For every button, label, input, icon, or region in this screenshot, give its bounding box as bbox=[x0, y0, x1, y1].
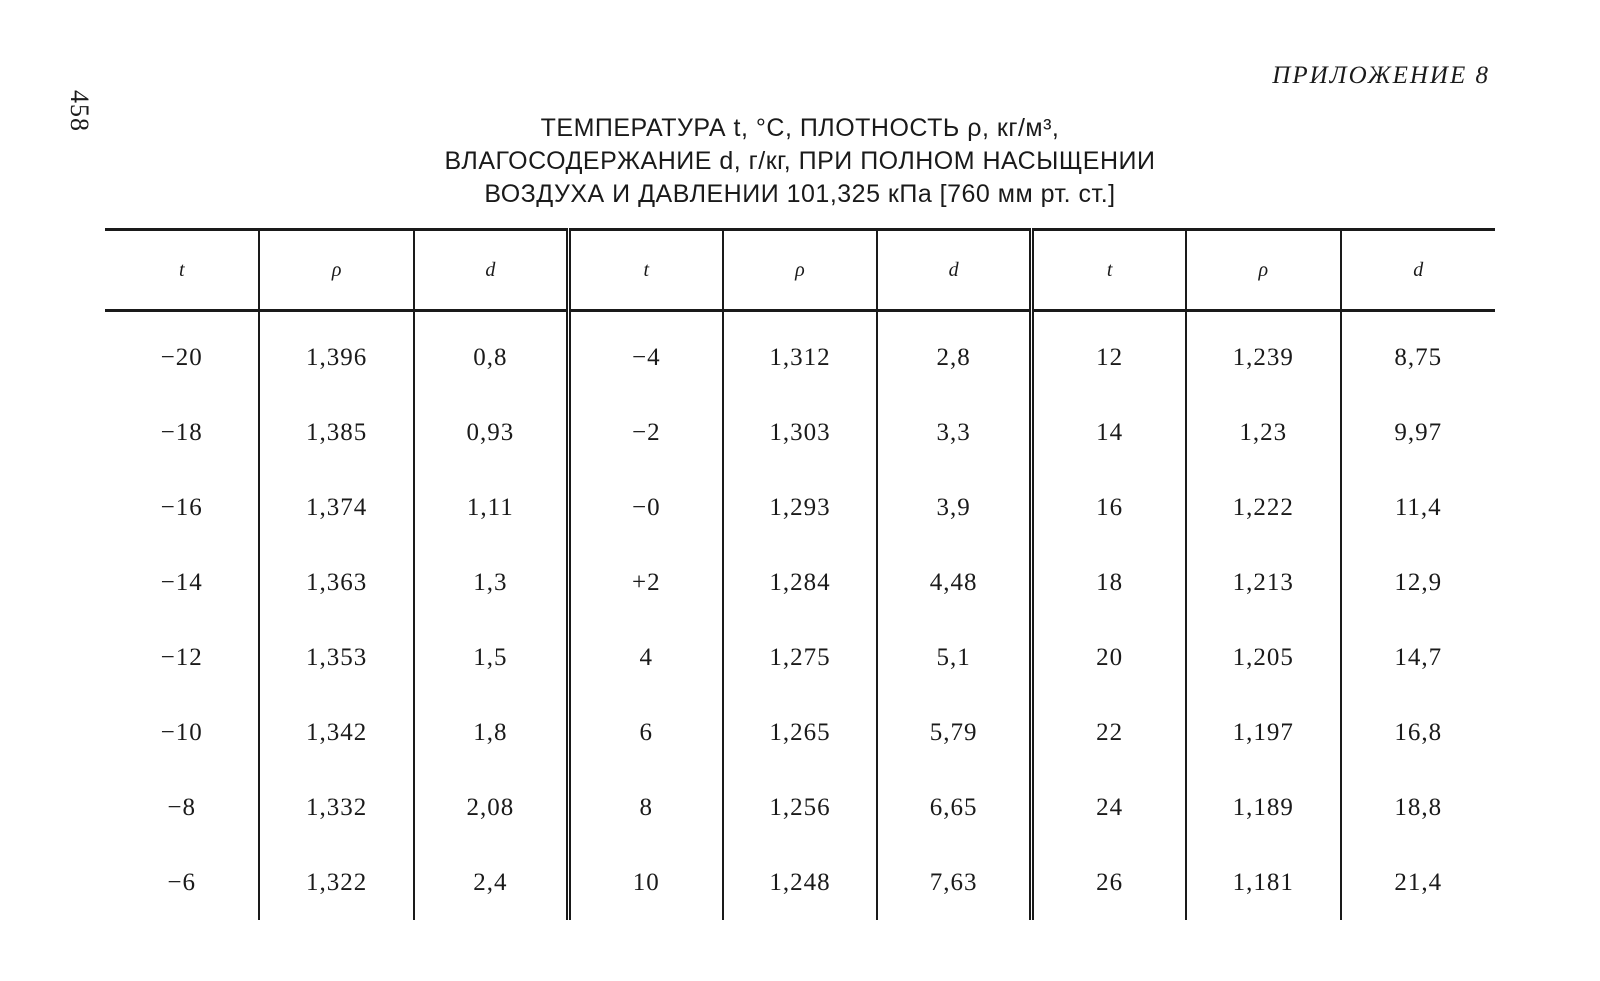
table-cell: 1,239 bbox=[1186, 311, 1340, 396]
table-cell: 1,23 bbox=[1186, 395, 1340, 470]
table-cell: 8 bbox=[568, 770, 722, 845]
table-cell: 4,48 bbox=[877, 545, 1031, 620]
title-line-2: ВЛАГОСОДЕРЖАНИЕ d, г/кг, ПРИ ПОЛНОМ НАСЫЩЕНИИ bbox=[444, 147, 1156, 175]
title-line-3: ВОЗДУХА И ДАВЛЕНИИ 101,325 кПа [760 мм рт. ст.] bbox=[484, 180, 1116, 208]
table-cell: 0,8 bbox=[414, 311, 568, 396]
table-row bbox=[105, 620, 1495, 695]
table-cell: 22 bbox=[1032, 695, 1186, 770]
table-cell: 1,284 bbox=[723, 545, 877, 620]
table-cell: 1,189 bbox=[1186, 770, 1340, 845]
table-cell: −20 bbox=[160, 343, 203, 371]
header-d-3: d bbox=[1341, 230, 1496, 311]
table-cell: 1,385 bbox=[259, 395, 413, 470]
table-cell: 1,5 bbox=[414, 620, 568, 695]
table-cell: 2,8 bbox=[877, 311, 1031, 396]
table-cell: 1,265 bbox=[723, 695, 877, 770]
table-cell: 1,8 bbox=[414, 695, 568, 770]
table-cell: −10 bbox=[160, 718, 203, 746]
table-cell: 26 bbox=[1032, 845, 1186, 920]
header-rho-2: ρ bbox=[723, 230, 877, 311]
table-cell: 1,11 bbox=[414, 470, 568, 545]
table-body bbox=[105, 311, 1495, 921]
table-header-row bbox=[105, 230, 1495, 311]
table-cell: 1,303 bbox=[723, 395, 877, 470]
table-cell: −16 bbox=[160, 493, 203, 521]
table-cell: 14,7 bbox=[1341, 620, 1496, 695]
table-cell: 24 bbox=[1032, 770, 1186, 845]
header-t-2: t bbox=[568, 230, 722, 311]
header-rho-3: ρ bbox=[1186, 230, 1340, 311]
table-cell: 1,248 bbox=[723, 845, 877, 920]
table-cell: 16 bbox=[1032, 470, 1186, 545]
table-cell: +2 bbox=[568, 545, 722, 620]
table-cell: −18 bbox=[160, 418, 203, 446]
table-cell: 1,363 bbox=[259, 545, 413, 620]
title-line-1: ТЕМПЕРАТУРА t, °С, ПЛОТНОСТЬ ρ, кг/м³, bbox=[540, 114, 1060, 142]
table-cell: 1,205 bbox=[1186, 620, 1340, 695]
table-cell: −4 bbox=[568, 311, 722, 396]
table-cell: 3,9 bbox=[877, 470, 1031, 545]
table-row bbox=[105, 545, 1495, 620]
table-cell: 20 bbox=[1032, 620, 1186, 695]
table-cell: 6,65 bbox=[877, 770, 1031, 845]
header-d-1: d bbox=[414, 230, 568, 311]
table-cell: −6 bbox=[167, 868, 197, 896]
table-cell: 1,197 bbox=[1186, 695, 1340, 770]
data-table bbox=[105, 228, 1495, 920]
table-cell: 0,93 bbox=[414, 395, 568, 470]
table-cell: 1,213 bbox=[1186, 545, 1340, 620]
table-cell: 1,312 bbox=[723, 311, 877, 396]
table-cell: 18 bbox=[1032, 545, 1186, 620]
table-cell: 9,97 bbox=[1341, 395, 1496, 470]
table-cell: −14 bbox=[160, 568, 203, 596]
table-cell: 10 bbox=[568, 845, 722, 920]
table-cell: 21,4 bbox=[1341, 845, 1496, 920]
table-cell: 11,4 bbox=[1341, 470, 1496, 545]
table-cell: 2,4 bbox=[414, 845, 568, 920]
table-cell: 1,3 bbox=[414, 545, 568, 620]
header-d-2: d bbox=[877, 230, 1031, 311]
table-cell: 1,222 bbox=[1186, 470, 1340, 545]
table-cell: −8 bbox=[167, 793, 197, 821]
table-cell: 1,181 bbox=[1186, 845, 1340, 920]
table-cell: 1,374 bbox=[259, 470, 413, 545]
table-cell: 14 bbox=[1032, 395, 1186, 470]
table-cell: 1,256 bbox=[723, 770, 877, 845]
table-cell: 1,322 bbox=[259, 845, 413, 920]
header-t-3: t bbox=[1032, 230, 1186, 311]
header-rho-1: ρ bbox=[259, 230, 413, 311]
table-cell: 1,353 bbox=[259, 620, 413, 695]
table-cell: 1,332 bbox=[259, 770, 413, 845]
table-row bbox=[105, 311, 1495, 396]
table-cell: 2,08 bbox=[414, 770, 568, 845]
table-cell: 1,342 bbox=[259, 695, 413, 770]
table-cell: 12 bbox=[1032, 311, 1186, 396]
table-cell: 18,8 bbox=[1341, 770, 1496, 845]
table-cell: 1,275 bbox=[723, 620, 877, 695]
table-cell: 4 bbox=[568, 620, 722, 695]
table-cell: 3,3 bbox=[877, 395, 1031, 470]
page-title bbox=[0, 112, 1600, 211]
table-row bbox=[105, 395, 1495, 470]
table-cell: 16,8 bbox=[1341, 695, 1496, 770]
table-cell: 8,75 bbox=[1341, 311, 1496, 396]
table-cell: 12,9 bbox=[1341, 545, 1496, 620]
table-cell: −0 bbox=[568, 470, 722, 545]
page-number: 458 bbox=[65, 90, 94, 132]
header-t-1: t bbox=[105, 230, 259, 311]
table-row bbox=[105, 695, 1495, 770]
table-cell: 1,396 bbox=[259, 311, 413, 396]
table-row bbox=[105, 845, 1495, 920]
appendix-label: ПРИЛОЖЕНИЕ 8 bbox=[1272, 62, 1490, 89]
table-cell: 1,293 bbox=[723, 470, 877, 545]
table-cell: −2 bbox=[568, 395, 722, 470]
table-cell: −12 bbox=[160, 643, 203, 671]
table-row bbox=[105, 470, 1495, 545]
table-row bbox=[105, 770, 1495, 845]
table-cell: 5,79 bbox=[877, 695, 1031, 770]
table-cell: 5,1 bbox=[877, 620, 1031, 695]
saturation-table bbox=[105, 228, 1495, 920]
table-cell: 6 bbox=[568, 695, 722, 770]
table-cell: 7,63 bbox=[877, 845, 1031, 920]
